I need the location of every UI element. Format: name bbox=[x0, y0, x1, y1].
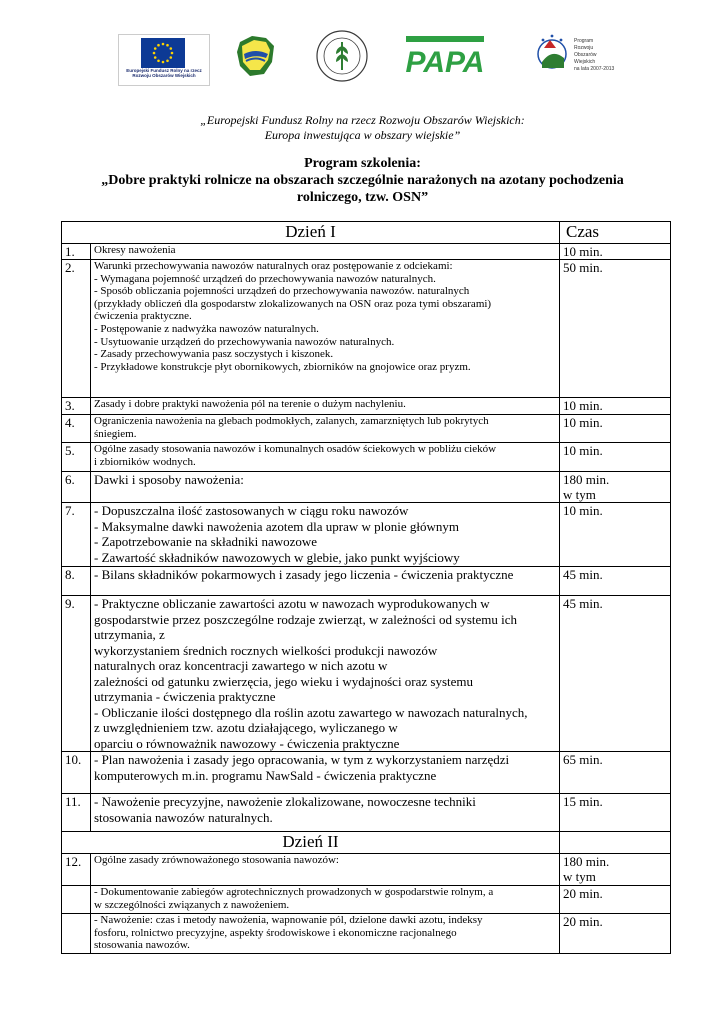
prow-text-2: Rozwoju bbox=[574, 45, 594, 51]
row-number: 3. bbox=[62, 398, 91, 415]
topic-line: śniegiem. bbox=[94, 427, 137, 440]
table-row bbox=[62, 443, 671, 472]
topic-line: - Przykładowe konstrukcje płyt obornikowych, zbiorników na gnojowice oraz pryzm. bbox=[94, 360, 471, 373]
topic-line: - Postępowanie z nadwyżka nawozów naturalnych. bbox=[94, 322, 319, 335]
table-row bbox=[62, 752, 671, 794]
row-number bbox=[62, 886, 91, 914]
papa-logo-text: PAPA bbox=[405, 46, 485, 78]
time-note: w tym bbox=[563, 487, 596, 502]
title-line-1: Program szkolenia: bbox=[304, 156, 421, 171]
time-value: 45 min. bbox=[563, 596, 603, 611]
time-cell bbox=[560, 398, 671, 415]
row-number: 7. bbox=[62, 503, 91, 567]
svg-text:Program Rozwoju bbox=[574, 38, 615, 72]
topic-line: Ograniczenia nawożenia na glebach podmokłych, zalanych, zamarzniętych lub pokrytych bbox=[94, 415, 489, 427]
time-cell bbox=[560, 260, 671, 398]
table-row bbox=[62, 854, 671, 886]
row-number: 8. bbox=[62, 567, 91, 596]
table-row bbox=[62, 596, 671, 752]
topic-cell bbox=[91, 752, 560, 794]
table-row bbox=[62, 398, 671, 415]
time-cell bbox=[560, 854, 671, 886]
topic-cell bbox=[91, 794, 560, 832]
time-cell bbox=[560, 752, 671, 794]
day-heading: Dzień II bbox=[62, 832, 560, 854]
table-row bbox=[62, 886, 671, 914]
topic-cell bbox=[91, 503, 560, 567]
topic-line: (przykłady obliczeń dla gospodarstw zlokalizowanych na OSN oraz poza tymi obszarami) bbox=[94, 297, 492, 310]
row-number: 2. bbox=[62, 260, 91, 398]
topic-line: i zbiorników wodnych. bbox=[94, 455, 196, 468]
topic-line: stosowania nawozów. bbox=[94, 939, 190, 952]
topic-cell bbox=[91, 398, 560, 415]
topic-line: - Zasady przechowywania pasz soczystych i kiszonek. bbox=[94, 348, 334, 361]
prow-text-3: Obszarów bbox=[574, 52, 597, 58]
topic-line: - Praktyczne obliczanie zawartości azotu w nawozach wyprodukowanych w bbox=[94, 596, 490, 611]
topic-line: ćwiczenia praktyczne. bbox=[94, 310, 192, 323]
time-column-heading: Czas bbox=[560, 222, 671, 244]
row-number: 6. bbox=[62, 472, 91, 503]
topic-line: - Maksymalne dawki nawożenia azotem dla upraw w plonie głównym bbox=[94, 518, 459, 534]
topic-line: - Sposób obliczania pojemności urządzeń do przechowywania nawozów. naturalnych bbox=[94, 285, 470, 298]
day-header-row bbox=[62, 832, 671, 854]
row-number: 12. bbox=[62, 854, 91, 886]
ministry-map-logo bbox=[232, 28, 280, 86]
row-number bbox=[62, 914, 91, 954]
topic-line: utrzymania, z bbox=[94, 627, 165, 642]
topic-line: Warunki przechowywania nawozów naturalnych oraz postępowanie z odciekami: bbox=[94, 260, 453, 272]
topic-line: - Nawożenie: czas i metody nawożenia, wapnowanie pól, dzielone dawki azotu, indeksy bbox=[94, 914, 483, 926]
day-header-row bbox=[62, 222, 671, 244]
topic-cell bbox=[91, 244, 560, 260]
time-value: 65 min. bbox=[563, 752, 603, 767]
topic-line: - Nawożenie precyzyjne, nawożenie zlokalizowane, nowoczesne techniki bbox=[94, 794, 476, 809]
topic-line: z uwzględnieniem tzw. azotu działającego, wyliczanego w bbox=[94, 720, 398, 735]
topic-cell bbox=[91, 260, 560, 398]
table-row bbox=[62, 914, 671, 954]
time-cell bbox=[560, 443, 671, 472]
table-row bbox=[62, 244, 671, 260]
time-column-heading bbox=[560, 832, 671, 854]
topic-line: - Usytuowanie urządzeń do przechowywania nawozów naturalnych. bbox=[94, 335, 395, 348]
topic-line: Ogólne zasady stosowania nawozów i komunalnych osadów ściekowych w pobliżu cieków bbox=[94, 443, 497, 455]
title-line-3: rolniczego, tzw. OSN” bbox=[296, 190, 429, 205]
time-cell bbox=[560, 914, 671, 954]
time-cell bbox=[560, 415, 671, 443]
topic-line: wykorzystaniem średnich rocznych wielkości produkcji nawozów bbox=[94, 642, 438, 658]
topic-cell bbox=[91, 415, 560, 443]
prow-logo bbox=[534, 28, 618, 86]
schedule-table bbox=[61, 221, 671, 954]
time-note: w tym bbox=[563, 869, 596, 884]
topic-line: fosforu, rolnictwo precyzyjne, aspekty środowiskowe i ekonomiczne racjonalnego bbox=[94, 926, 457, 939]
time-value: 20 min. bbox=[563, 914, 603, 929]
topic-line: naturalnych oraz koncentracji zawartego w nich azotu w bbox=[94, 658, 388, 673]
eafrd-motto bbox=[0, 113, 725, 143]
time-value: 10 min. bbox=[563, 443, 603, 458]
time-cell bbox=[560, 472, 671, 503]
row-number: 1. bbox=[62, 244, 91, 260]
eu-flag-icon bbox=[141, 38, 185, 68]
time-value: 180 min. bbox=[563, 854, 610, 869]
row-number: 9. bbox=[62, 596, 91, 752]
topic-line: Dawki i sposoby nawożenia: bbox=[94, 472, 244, 487]
seal-logo bbox=[314, 28, 370, 86]
topic-line: - Zapotrzebowanie na składniki nawozowe bbox=[94, 534, 318, 549]
time-cell bbox=[560, 886, 671, 914]
time-value: 20 min. bbox=[563, 886, 603, 901]
topic-line: utrzymania - ćwiczenia praktyczne bbox=[94, 689, 276, 704]
topic-line: stosowania nawozów naturalnych. bbox=[94, 809, 273, 825]
motto-line-2: Europa inwestująca w obszary wiejskie” bbox=[264, 128, 461, 142]
time-cell bbox=[560, 567, 671, 596]
table-row bbox=[62, 415, 671, 443]
day-heading: Dzień I bbox=[62, 222, 560, 244]
time-cell bbox=[560, 794, 671, 832]
topic-line: Ogólne zasady zrównoważonego stosowania nawozów: bbox=[94, 854, 339, 866]
time-value: 50 min. bbox=[563, 260, 603, 275]
time-cell bbox=[560, 503, 671, 567]
table-row bbox=[62, 794, 671, 832]
topic-cell bbox=[91, 914, 560, 954]
time-value: 10 min. bbox=[563, 398, 603, 413]
table-row bbox=[62, 260, 671, 398]
topic-line: - Dopuszczalna ilość zastosowanych w ciągu roku nawozów bbox=[94, 503, 409, 518]
topic-cell bbox=[91, 596, 560, 752]
prow-text-1: Program bbox=[574, 38, 594, 44]
row-number: 5. bbox=[62, 443, 91, 472]
time-value: 180 min. bbox=[563, 472, 610, 487]
time-cell bbox=[560, 244, 671, 260]
topic-line: Zasady i dobre praktyki nawożenia pól na terenie o dużym nachyleniu. bbox=[94, 398, 406, 410]
time-value: 15 min. bbox=[563, 794, 603, 809]
time-cell bbox=[560, 596, 671, 752]
topic-line: zależności od gatunku zwierzęcia, jego wieku i wydajności oraz systemu bbox=[94, 673, 474, 689]
topic-line: - Obliczanie ilości dostępnego dla roślin azotu zawartego w nawozach naturalnych, bbox=[94, 704, 528, 720]
schedule-body bbox=[62, 222, 671, 954]
logo-bar bbox=[118, 28, 618, 88]
topic-cell bbox=[91, 472, 560, 503]
topic-line: Okresy nawożenia bbox=[94, 244, 176, 256]
topic-line: - Bilans składników pokarmowych i zasady jego liczenia - ćwiczenia praktyczne bbox=[94, 567, 514, 582]
topic-line: - Plan nawożenia i zasady jego opracowania, w tym z wykorzystaniem narzędzi bbox=[94, 752, 510, 767]
time-value: 45 min. bbox=[563, 567, 603, 582]
motto-line-1: „Europejski Fundusz Rolny na rzecz Rozwoju Obszarów Wiejskich: bbox=[200, 113, 525, 127]
topic-line: oparciu o równoważnik nawozowy - ćwiczenia praktyczne bbox=[94, 735, 400, 751]
row-number: 4. bbox=[62, 415, 91, 443]
topic-line: - Dokumentowanie zabiegów agrotechnicznych prowadzonych w gospodarstwie rolnym, a bbox=[94, 886, 494, 898]
topic-line: gospodarstwie przez poszczególne rodzaje zwierząt, w zależności od systemu ich bbox=[94, 611, 518, 627]
papa-logo bbox=[402, 28, 488, 86]
topic-line: w szczególności związanych z nawożeniem. bbox=[94, 898, 290, 911]
prow-text-5: na lata 2007-2013 bbox=[574, 66, 615, 72]
topic-cell bbox=[91, 886, 560, 914]
time-value: 10 min. bbox=[563, 244, 603, 259]
topic-cell bbox=[91, 443, 560, 472]
title-line-2: „Dobre praktyki rolnicze na obszarach szczególnie narażonych na azotany pochodzenia bbox=[101, 173, 624, 188]
topic-line: - Wymagana pojemność urządzeń do przechowywania nawozów naturalnych. bbox=[94, 272, 436, 285]
row-number: 10. bbox=[62, 752, 91, 794]
time-value: 10 min. bbox=[563, 503, 603, 518]
eu-logo bbox=[118, 34, 210, 86]
eu-logo-text: Europejski Fundusz Rolny na rzecz Rozwoju Obszarów Wiejskich bbox=[126, 68, 202, 78]
prow-text-4: Wiejskich bbox=[574, 59, 596, 65]
table-row bbox=[62, 472, 671, 503]
page-title bbox=[0, 155, 725, 206]
table-row bbox=[62, 503, 671, 567]
topic-cell bbox=[91, 567, 560, 596]
row-number: 11. bbox=[62, 794, 91, 832]
time-value: 10 min. bbox=[563, 415, 603, 430]
topic-cell bbox=[91, 854, 560, 886]
topic-line: komputerowych m.in. programu NawSald - ćwiczenia praktyczne bbox=[94, 767, 437, 783]
topic-line: - Zawartość składników nawozowych w glebie, jako punkt wyjściowy bbox=[94, 549, 460, 565]
table-row bbox=[62, 567, 671, 596]
